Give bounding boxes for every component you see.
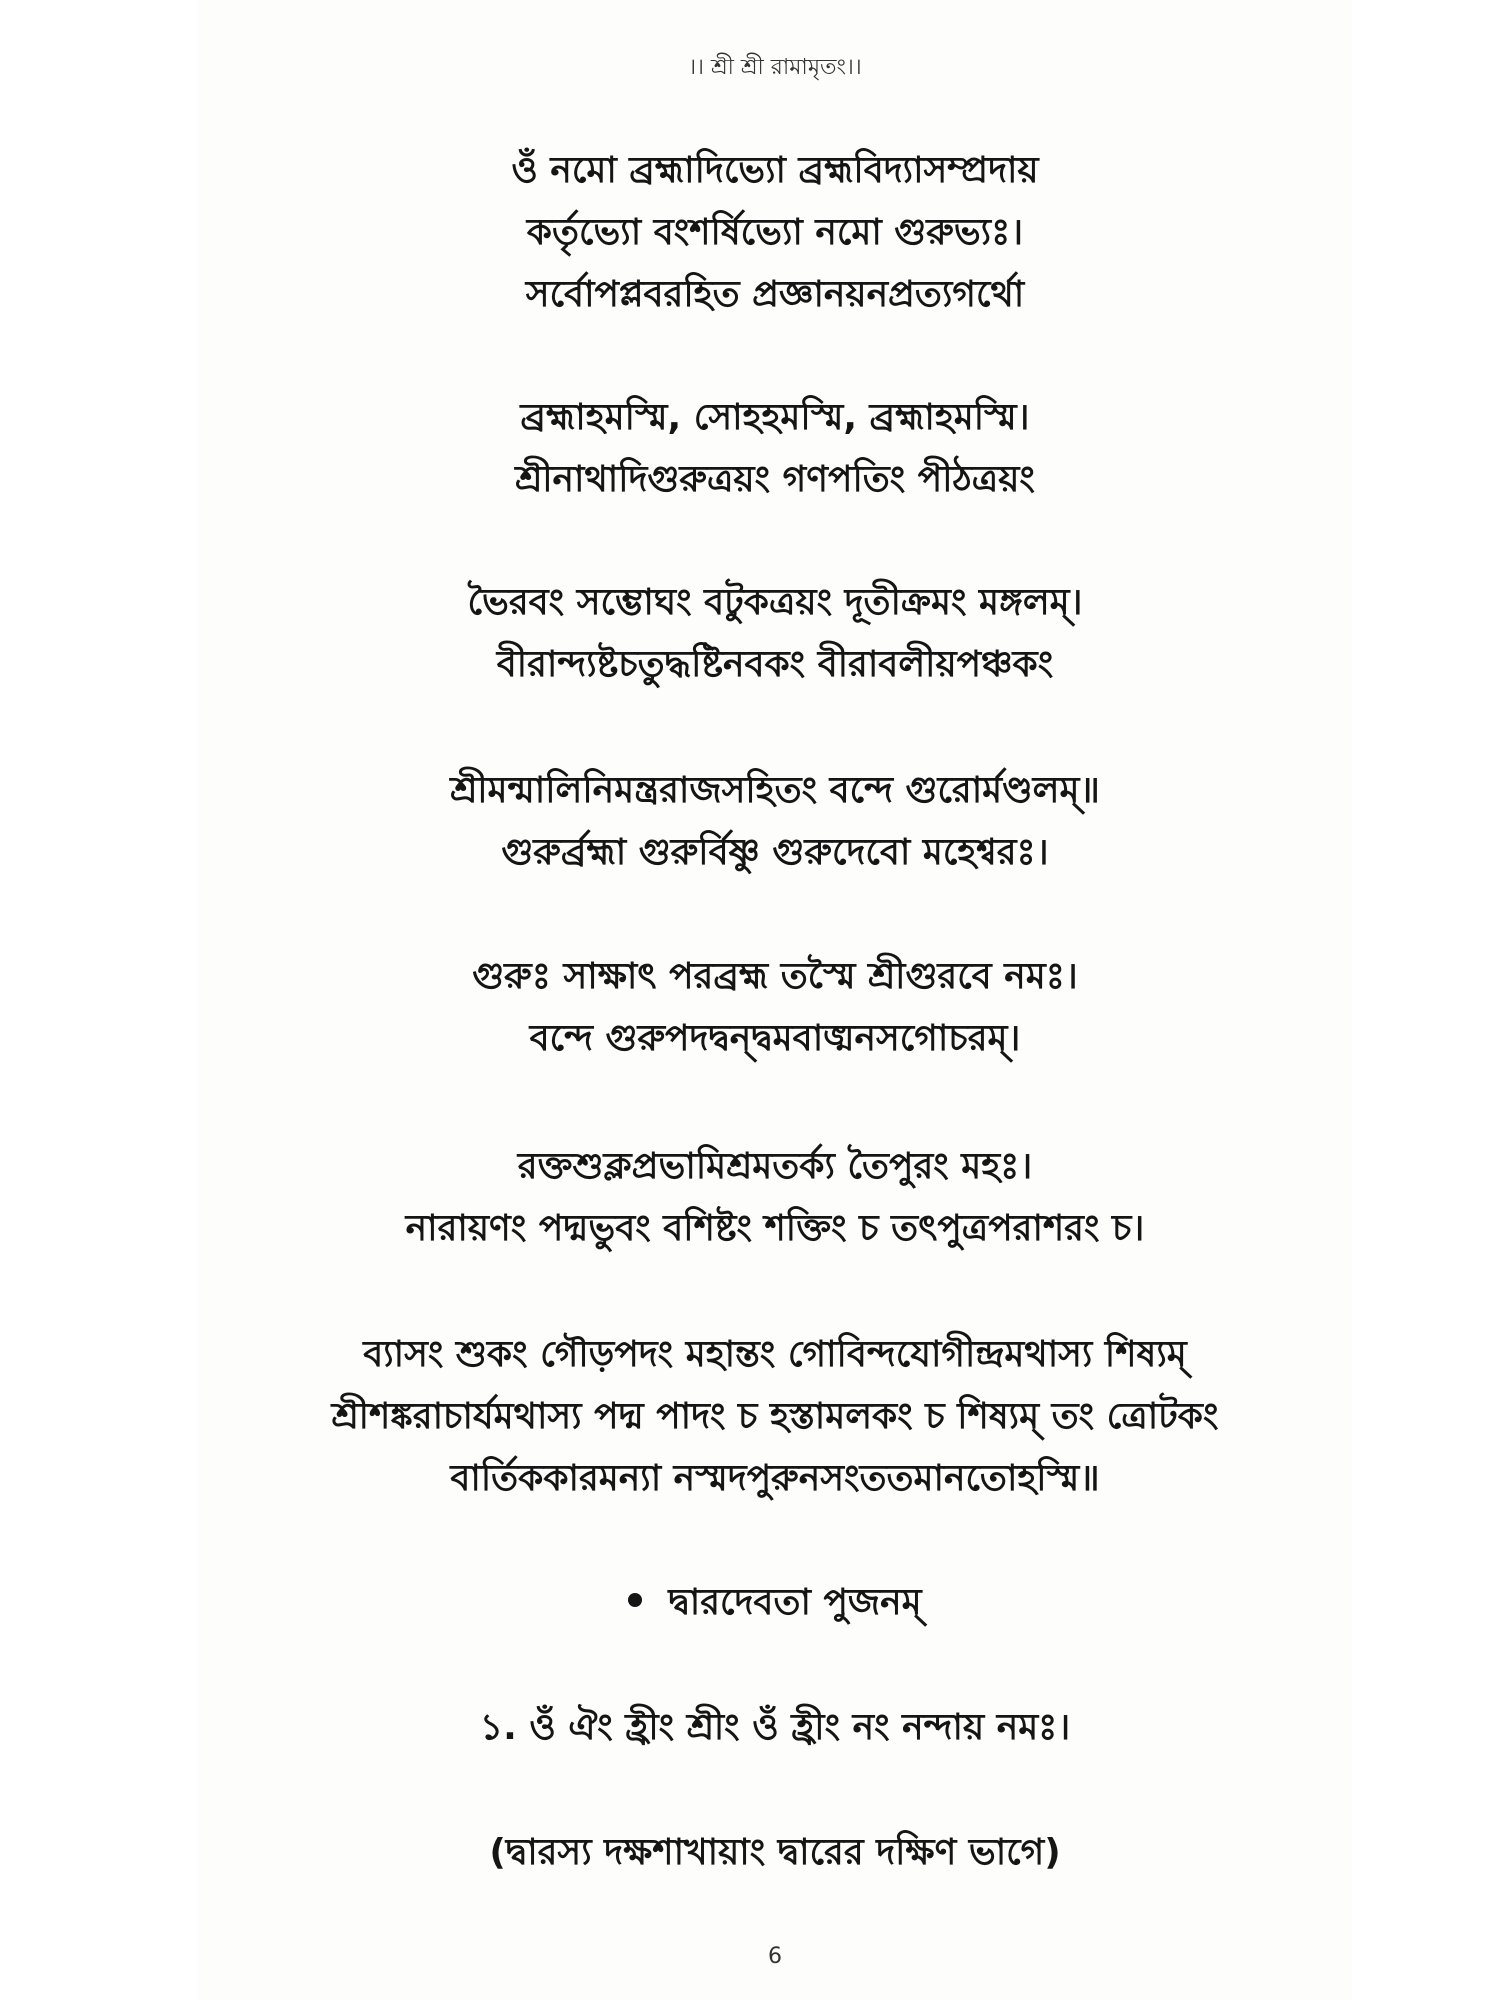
- verse-line: ভৈরবং সম্ভোঘং বটুকত্রয়ং দূতীক্রমং মঙ্গলম্।: [467, 582, 1083, 623]
- bullet-icon: [628, 1593, 642, 1607]
- verse-line: বার্তিককারমন্যা নস্মদপুরুনসংততমানতোহস্মি॥: [450, 1458, 1100, 1499]
- stanza-2: [198, 387, 1352, 511]
- stanza-4: [198, 760, 1352, 884]
- verse-line: রক্তশুক্লপ্রভামিশ্রমতর্ক্য তৈপুরং মহঃ।: [517, 1146, 1033, 1187]
- section-heading: [198, 1572, 1352, 1634]
- verse-line: বীরান্দ্যষ্টচতুদ্ধষ্টিনবকং বীরাবলীয়পঞ্চকং: [496, 644, 1054, 685]
- mantra-line: ১. ওঁ ঐং হ্রীং শ্রীং ওঁ হ্রীং নং নন্দায় নমঃ।: [479, 1707, 1071, 1748]
- page-paper: [198, 0, 1352, 2000]
- verse-line: ওঁ নমো ব্রহ্মাদিভ্যো ব্রহ্মবিদ্যাসম্প্রদায়: [511, 150, 1039, 191]
- verse-line: গুরুর্ব্রহ্মা গুরুর্বিষ্ণু গুরুদেবো মহেশ্বরঃ।: [501, 832, 1049, 873]
- section-heading-text: দ্বারদেবতা পুজনম্: [668, 1582, 922, 1623]
- page-number: 6: [768, 1944, 782, 1969]
- verse-line: শ্রীশঙ্করাচার্যমথাস্য পদ্ম পাদং চ হস্তামলকং চ শিষ্যম্ তং ত্রোটকং: [331, 1396, 1219, 1437]
- instruction-note: (দ্বারস্য দক্ষশাখায়াং দ্বারের দক্ষিণ ভাগে): [489, 1832, 1061, 1873]
- verse-line: ব্রহ্মাহমস্মি, সোহহমস্মি, ব্রহ্মাহমস্মি।: [520, 397, 1030, 438]
- verse-line: বন্দে গুরুপদদ্বন্দ্বমবাঙ্মনসগোচরম্।: [529, 1018, 1021, 1059]
- running-header: ।। শ্রী শ্রী রামামৃতং।।: [688, 55, 862, 80]
- verse-line: সর্বোপপ্লবরহিত প্রজ্ঞানয়নপ্রত্যগর্থো: [525, 274, 1025, 315]
- stanza-6: [198, 1136, 1352, 1260]
- stanza-5: [198, 946, 1352, 1070]
- stanza-3: [198, 572, 1352, 696]
- verse-line: গুরুঃ সাক্ষাৎ পরব্রহ্ম তস্মৈ শ্রীগুরবে নমঃ।: [472, 956, 1078, 997]
- verse-line: নারায়ণং পদ্মভুবং বশিষ্টং শক্তিং চ তৎপুত্রপরাশরং চ।: [405, 1208, 1145, 1249]
- stanza-1: [198, 140, 1352, 326]
- verse-line: ব্যাসং শুকং গৌড়পদং মহান্তং গোবিন্দযোগীন্দ্রমথাস্য শিষ্যম্: [363, 1334, 1187, 1375]
- verse-line: কর্তৃভ্যো বংশর্ষিভ্যো নমো গুরুভ্যঃ।: [526, 212, 1024, 253]
- verse-line: শ্রীনাথাদিগুরুত্রয়ং গণপতিং পীঠত্রয়ং: [515, 459, 1035, 500]
- verse-line: শ্রীমন্মালিনিমন্ত্ররাজসহিতং বন্দে গুরোর্মণ্ডলম্॥: [450, 770, 1100, 811]
- stanza-7: [198, 1324, 1352, 1510]
